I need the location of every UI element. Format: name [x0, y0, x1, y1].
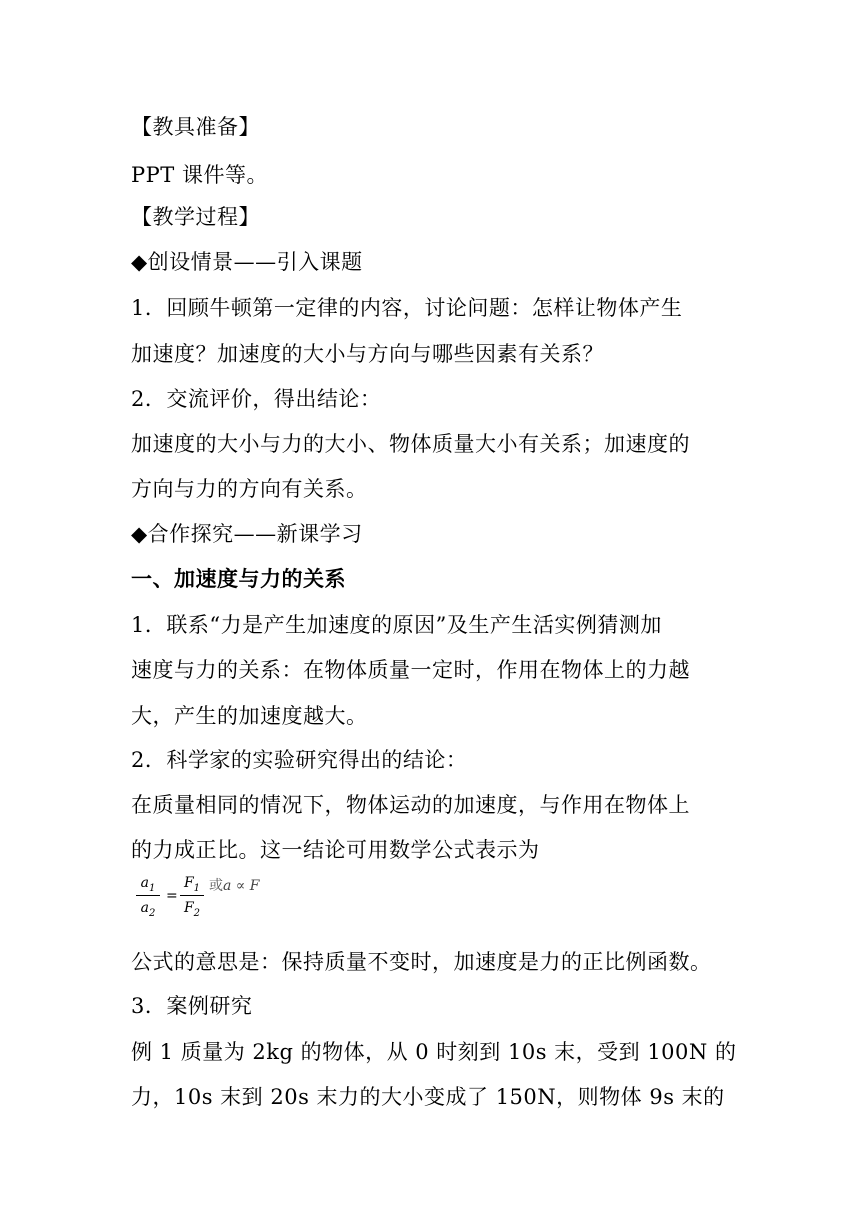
paragraph: 例 1 质量为 2kg 的物体，从 0 时刻到 10s 末，受到 100N 的: [131, 1040, 737, 1064]
fraction-bar: [180, 895, 204, 896]
paragraph: 的力成正比。这一结论可用数学公式表示为: [131, 838, 540, 862]
paragraph: 大，产生的加速度越大。: [131, 704, 368, 728]
paragraph: 方向与力的方向有关系。: [131, 477, 368, 501]
paragraph: 2．科学家的实验研究得出的结论：: [131, 748, 468, 772]
paragraph: 2．交流评价，得出结论：: [131, 387, 382, 411]
section-heading: ◆创设情景——引入课题: [131, 250, 363, 274]
paragraph: 力，10s 末到 20s 末力的大小变成了 150N，则物体 9s 末的: [131, 1085, 725, 1109]
denominator-a2: $a_2$: [140, 900, 156, 919]
fraction-f: [180, 872, 204, 919]
paragraph: 1．联系“力是产生加速度的原因”及生产生活实例猜测加: [131, 613, 662, 637]
section-heading: ◆合作探究——新课学习: [131, 522, 363, 546]
paragraph: 加速度？加速度的大小与方向与哪些因素有关系？: [131, 342, 604, 366]
paragraph: PPT 课件等。: [131, 163, 268, 187]
paragraph: 1．回顾牛顿第一定律的内容，讨论问题：怎样让物体产生: [131, 296, 683, 320]
paragraph: 在质量相同的情况下，物体运动的加速度，与作用在物体上: [131, 793, 690, 817]
equals-sign: =: [166, 888, 178, 904]
heading-teaching-process: 【教学过程】: [131, 205, 260, 229]
proportional-expression: 或a ∝ F: [209, 878, 260, 894]
heading-teaching-aids: 【教具准备】: [131, 115, 260, 139]
paragraph: 公式的意思是：保持质量不变时，加速度是力的正比例函数。: [131, 950, 712, 974]
subsection-heading: 一、加速度与力的关系: [131, 566, 346, 591]
numerator-f1: $F_1$: [183, 875, 201, 894]
paragraph: 加速度的大小与力的大小、物体质量大小有关系；加速度的: [131, 432, 690, 456]
numerator-a1: $a_1$: [140, 875, 156, 894]
denominator-f2: $F_2$: [183, 900, 201, 919]
fraction-bar: [136, 895, 160, 896]
formula-image: [136, 872, 296, 932]
paragraph: 速度与力的关系：在物体质量一定时，作用在物体上的力越: [131, 658, 690, 682]
paragraph: 3．案例研究: [131, 994, 253, 1018]
fraction-a: [136, 872, 160, 919]
